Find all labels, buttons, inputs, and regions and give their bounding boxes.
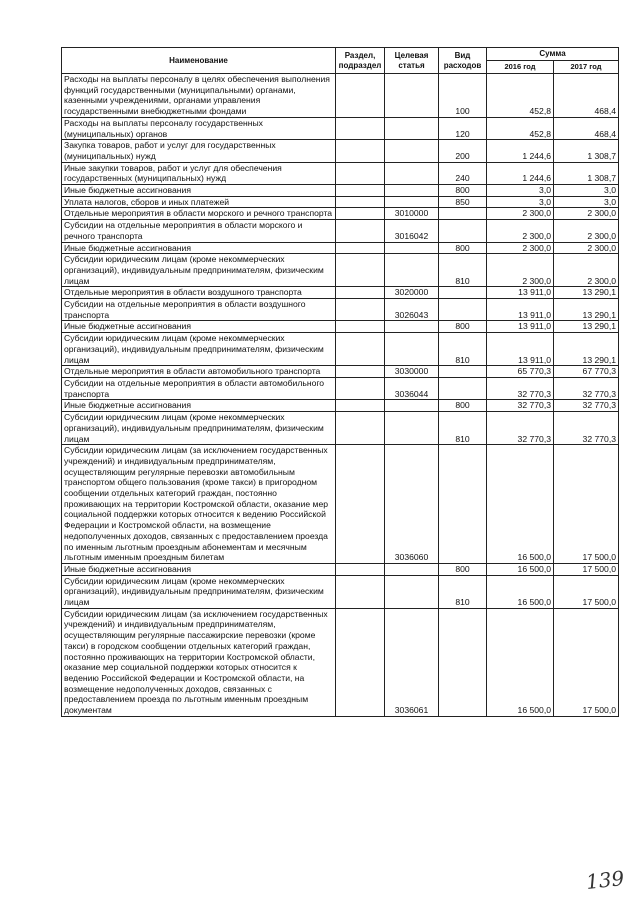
row-sum-2016: 32 770,3 [487, 412, 554, 445]
row-name: Субсидии юридическим лицам (за исключением государственных учреждений) и индивидуальным предпринимателям, осуществляющим регулярные перевозки автомобильным транспортом общего пользования (кроме такси) в пригородном сообщении отдельных категорий граждан, постоянно проживающих на территории Костромской области, оказание мер социальной поддержки которых относится к ведению Российской Федерации и Костромской области, на возмещение недополученных доходов, связанных с предоставлением проезда по именным льготным проездным абонементам и месячным льготным именным проездным билетам [62, 445, 336, 564]
table-row [62, 608, 619, 716]
row-section [336, 400, 385, 412]
table-row [62, 377, 619, 399]
row-name: Иные бюджетные ассигнования [62, 185, 336, 197]
row-section [336, 208, 385, 220]
row-type: 240 [439, 162, 487, 184]
row-section [336, 254, 385, 287]
row-sum-2016: 16 500,0 [487, 575, 554, 608]
row-type: 200 [439, 140, 487, 162]
row-sum-2016: 1 244,6 [487, 162, 554, 184]
row-type [439, 366, 487, 378]
table-row [62, 412, 619, 445]
row-type [439, 608, 487, 716]
row-target: 3010000 [385, 208, 439, 220]
row-name: Расходы на выплаты персоналу в целях обеспечения выполнения функций государственными (муниципальными) органами, казенными учреждениями, органами управления государственными внебюджетными фондами [62, 74, 336, 118]
row-sum-2016: 2 300,0 [487, 220, 554, 242]
row-section [336, 185, 385, 197]
row-sum-2017: 13 290,1 [554, 287, 619, 299]
budget-table [61, 47, 619, 717]
row-name: Закупка товаров, работ и услуг для государственных (муниципальных) нужд [62, 140, 336, 162]
row-sum-2016: 16 500,0 [487, 563, 554, 575]
row-sum-2017: 32 770,3 [554, 400, 619, 412]
row-sum-2016: 2 300,0 [487, 242, 554, 254]
row-type: 800 [439, 321, 487, 333]
row-section [336, 575, 385, 608]
row-sum-2017: 468,4 [554, 74, 619, 118]
table-row [62, 208, 619, 220]
row-type [439, 208, 487, 220]
row-section [336, 140, 385, 162]
row-target [385, 140, 439, 162]
row-type: 100 [439, 74, 487, 118]
row-name: Субсидии юридическим лицам (за исключением государственных учреждений) и индивидуальным предпринимателям, осуществляющим регулярные пассажирские перевозки (кроме такси) в городском сообщении отдельных категорий граждан, постоянно проживающих на территории Костромской области, оказание мер социальной поддержки которых относится к ведению Российской Федерации и Костромской области, на возмещение недополученных доходов, связанных с предоставлением проезда по льготным именным проездным документам [62, 608, 336, 716]
row-target [385, 196, 439, 208]
table-row [62, 445, 619, 564]
row-sum-2016: 16 500,0 [487, 608, 554, 716]
row-type: 800 [439, 563, 487, 575]
table-row [62, 321, 619, 333]
row-sum-2016: 3,0 [487, 185, 554, 197]
row-section [336, 445, 385, 564]
table-row [62, 162, 619, 184]
row-type: 810 [439, 254, 487, 287]
row-sum-2016: 13 911,0 [487, 287, 554, 299]
row-sum-2017: 17 500,0 [554, 445, 619, 564]
row-sum-2016: 32 770,3 [487, 400, 554, 412]
row-section [336, 366, 385, 378]
row-target [385, 321, 439, 333]
row-sum-2017: 17 500,0 [554, 563, 619, 575]
row-sum-2016: 16 500,0 [487, 445, 554, 564]
row-name: Отдельные мероприятия в области автомобильного транспорта [62, 366, 336, 378]
row-sum-2017: 13 290,1 [554, 299, 619, 321]
row-sum-2017: 3,0 [554, 185, 619, 197]
row-target [385, 162, 439, 184]
row-target: 3036061 [385, 608, 439, 716]
row-section [336, 74, 385, 118]
row-section [336, 412, 385, 445]
row-name: Субсидии юридическим лицам (кроме некоммерческих организаций), индивидуальным предпринимателям, физическим лицам [62, 333, 336, 366]
row-name: Субсидии на отдельные мероприятия в области морского и речного транспорта [62, 220, 336, 242]
row-section [336, 333, 385, 366]
row-name: Иные бюджетные ассигнования [62, 563, 336, 575]
row-target [385, 185, 439, 197]
row-sum-2016: 32 770,3 [487, 377, 554, 399]
table-row [62, 196, 619, 208]
row-type: 850 [439, 196, 487, 208]
row-name: Иные закупки товаров, работ и услуг для обеспечения государственных (муниципальных) нужд [62, 162, 336, 184]
row-sum-2016: 452,8 [487, 117, 554, 139]
row-type: 800 [439, 185, 487, 197]
row-type [439, 377, 487, 399]
header-type: Вид расходов [439, 48, 487, 74]
row-sum-2017: 1 308,7 [554, 140, 619, 162]
row-target [385, 242, 439, 254]
row-sum-2016: 452,8 [487, 74, 554, 118]
row-name: Уплата налогов, сборов и иных платежей [62, 196, 336, 208]
row-name: Субсидии на отдельные мероприятия в области воздушного транспорта [62, 299, 336, 321]
row-section [336, 299, 385, 321]
table-row [62, 254, 619, 287]
row-name: Субсидии юридическим лицам (кроме некоммерческих организаций), индивидуальным предпринимателям, физическим лицам [62, 575, 336, 608]
row-target: 3020000 [385, 287, 439, 299]
row-target: 3026043 [385, 299, 439, 321]
table-row [62, 117, 619, 139]
row-type [439, 445, 487, 564]
header-target: Целевая статья [385, 48, 439, 74]
row-type: 810 [439, 412, 487, 445]
row-target [385, 412, 439, 445]
table-row [62, 287, 619, 299]
row-section [336, 287, 385, 299]
row-sum-2017: 3,0 [554, 196, 619, 208]
row-sum-2016: 13 911,0 [487, 333, 554, 366]
row-target [385, 117, 439, 139]
row-sum-2017: 1 308,7 [554, 162, 619, 184]
row-target [385, 400, 439, 412]
row-section [336, 220, 385, 242]
row-sum-2017: 2 300,0 [554, 220, 619, 242]
row-target [385, 575, 439, 608]
table-row [62, 74, 619, 118]
row-sum-2017: 67 770,3 [554, 366, 619, 378]
row-name: Отдельные мероприятия в области воздушного транспорта [62, 287, 336, 299]
header-sum: Сумма [487, 48, 619, 61]
row-target [385, 74, 439, 118]
row-section [336, 117, 385, 139]
row-name: Субсидии юридическим лицам (кроме некоммерческих организаций), индивидуальным предпринимателям, физическим лицам [62, 412, 336, 445]
table-row [62, 242, 619, 254]
row-target [385, 333, 439, 366]
row-type [439, 287, 487, 299]
header-year-2017: 2017 год [554, 61, 619, 74]
row-target: 3036060 [385, 445, 439, 564]
row-name: Расходы на выплаты персоналу государственных (муниципальных) органов [62, 117, 336, 139]
row-sum-2017: 2 300,0 [554, 254, 619, 287]
row-type: 810 [439, 333, 487, 366]
page-number: 139 [584, 866, 626, 894]
row-type [439, 220, 487, 242]
row-section [336, 321, 385, 333]
row-section [336, 563, 385, 575]
table-body [62, 74, 619, 717]
row-target [385, 254, 439, 287]
row-section [336, 242, 385, 254]
row-section [336, 162, 385, 184]
row-target: 3030000 [385, 366, 439, 378]
row-target [385, 563, 439, 575]
row-sum-2017: 17 500,0 [554, 575, 619, 608]
row-type: 800 [439, 400, 487, 412]
row-name: Субсидии юридическим лицам (кроме некоммерческих организаций), индивидуальным предпринимателям, физическим лицам [62, 254, 336, 287]
header-name: Наименование [62, 48, 336, 74]
row-name: Субсидии на отдельные мероприятия в области автомобильного транспорта [62, 377, 336, 399]
table-row [62, 563, 619, 575]
table-row [62, 220, 619, 242]
row-target: 3016042 [385, 220, 439, 242]
row-type: 810 [439, 575, 487, 608]
header-section: Раздел, подраздел [336, 48, 385, 74]
row-sum-2016: 1 244,6 [487, 140, 554, 162]
row-sum-2016: 13 911,0 [487, 299, 554, 321]
row-sum-2017: 17 500,0 [554, 608, 619, 716]
row-sum-2017: 2 300,0 [554, 242, 619, 254]
table-row [62, 185, 619, 197]
row-sum-2016: 65 770,3 [487, 366, 554, 378]
table-row [62, 400, 619, 412]
row-sum-2016: 2 300,0 [487, 208, 554, 220]
row-name: Иные бюджетные ассигнования [62, 400, 336, 412]
row-sum-2017: 13 290,1 [554, 333, 619, 366]
row-sum-2017: 2 300,0 [554, 208, 619, 220]
row-name: Иные бюджетные ассигнования [62, 321, 336, 333]
row-section [336, 377, 385, 399]
table-row [62, 575, 619, 608]
row-sum-2017: 32 770,3 [554, 412, 619, 445]
row-name: Иные бюджетные ассигнования [62, 242, 336, 254]
table-row [62, 140, 619, 162]
row-type: 120 [439, 117, 487, 139]
table-header [62, 48, 619, 74]
row-sum-2016: 2 300,0 [487, 254, 554, 287]
table-row [62, 366, 619, 378]
row-type: 800 [439, 242, 487, 254]
table-row [62, 299, 619, 321]
row-section [336, 196, 385, 208]
row-sum-2016: 13 911,0 [487, 321, 554, 333]
row-sum-2017: 13 290,1 [554, 321, 619, 333]
header-year-2016: 2016 год [487, 61, 554, 74]
row-name: Отдельные мероприятия в области морского и речного транспорта [62, 208, 336, 220]
row-section [336, 608, 385, 716]
row-sum-2017: 32 770,3 [554, 377, 619, 399]
table-row [62, 333, 619, 366]
row-type [439, 299, 487, 321]
row-sum-2016: 3,0 [487, 196, 554, 208]
row-sum-2017: 468,4 [554, 117, 619, 139]
row-target: 3036044 [385, 377, 439, 399]
